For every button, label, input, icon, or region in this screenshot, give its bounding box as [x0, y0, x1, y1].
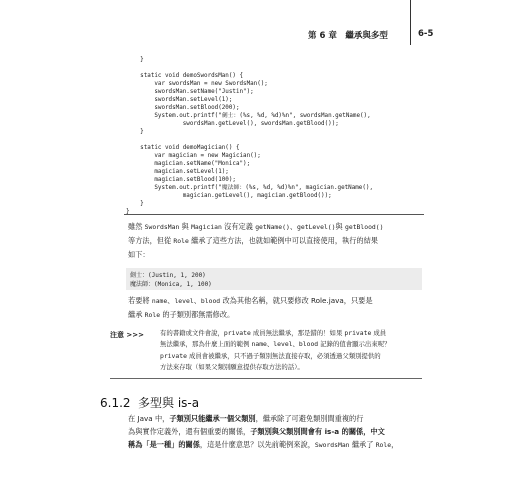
- code-line: swordsMan.getLevel(), swordsMan.getBlood());: [126, 121, 339, 127]
- code-line: }: [126, 129, 144, 135]
- output-line: 魔法師：(Monica, 1, 100): [130, 280, 212, 288]
- chapter-header: 第 6 章 繼承與多型: [308, 31, 388, 41]
- code-line: magician.setName("Monica");: [126, 161, 251, 167]
- code-line: var swordsMan = new SwordsMan();: [126, 81, 268, 87]
- code-line: [126, 136, 416, 144]
- code-line: [126, 64, 416, 72]
- code-line: magician.getLevel(), magician.getBlood());: [126, 193, 332, 199]
- program-output: [126, 268, 422, 290]
- code-line: System.out.printf("劍士：(%s, %d, %d)%n", swordsMan.getName(),: [126, 113, 371, 119]
- paragraph-polymorphism: 在 Java 中，子類別只能繼承一個父類別，繼承除了可避免類別間重複的行 為與實作定義外，還有個重要的關係，子類別與父類別間會有 is-a 的關係，中文 稱為「是一種」的關係，這是什麼意思？以先前範例來說，SwordsMan 繼承了 Role，: [128, 414, 399, 449]
- note-label: 注意 >>>: [110, 331, 145, 339]
- section-title: 多型與 is-a: [138, 396, 200, 410]
- section-heading: [100, 394, 199, 411]
- code-line: magician.setLevel(1);: [126, 169, 229, 175]
- paragraph-modify-role: 若要將 name、level、blood 改為其他名稱，就只要修改 Role.java，只要是 繼承 Role 的子類別都無需修改。: [128, 296, 373, 319]
- code-line: static void demoMagician() {: [126, 145, 240, 151]
- code-line: swordsMan.setLevel(1);: [126, 97, 233, 103]
- code-listing: [126, 56, 416, 216]
- section-number: 6.1.2: [100, 396, 131, 410]
- code-line: System.out.printf("魔法師：(%s, %d, %d)%n", magician.getName(),: [126, 185, 373, 191]
- header-divider: [410, 0, 411, 45]
- code-line: static void demoSwordsMan() {: [126, 73, 244, 79]
- output-line: 劍士：(Justin, 1, 200): [130, 272, 206, 279]
- code-line: var magician = new Magician();: [126, 153, 261, 159]
- code-line: swordsMan.setName("Justin");: [126, 89, 254, 95]
- code-line: }: [126, 201, 144, 207]
- note-private-members: 有的書籍或文件會說，private 成員無法繼承，那是錯的！如果 private 成員 無法繼承，那為什麼上面的範例 name、level、blood 記錄的值會顯示出來呢？ private 成員會被繼承，只不過子類別無法直接存取，必須透過父類別提供的 方法來存取（如果父類別願意提供存取方法的話）。: [160, 329, 391, 371]
- page-number: 6-5: [418, 29, 434, 39]
- paragraph-inheritance-methods: 雖然 SwordsMan 與 Magician 沒有定義 getName()、getLevel()與 getBlood() 等方法，但從 Role 繼承了這些方法，也就如範例中可以直接使用，執行的結果 如下：: [128, 222, 384, 259]
- code-line: }: [126, 57, 144, 63]
- note-bottom-rule: [110, 378, 422, 379]
- code-line: magician.setBlood(100);: [126, 177, 236, 183]
- code-bottom-rule: [124, 214, 424, 215]
- code-line: }: [126, 209, 130, 215]
- code-line: swordsMan.setBlood(200);: [126, 105, 240, 111]
